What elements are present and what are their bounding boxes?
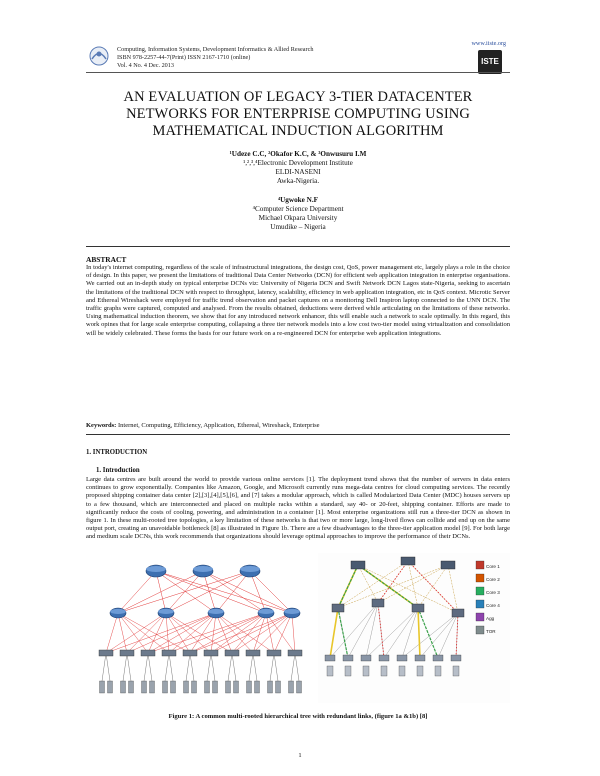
- tor-switch-icon: [433, 655, 443, 661]
- abstract-bottom-rule: [86, 434, 510, 435]
- access-server-link: [232, 653, 236, 681]
- author-block-2: [86, 196, 510, 232]
- server-icon: [255, 681, 260, 693]
- agg-access-link: [211, 613, 266, 653]
- core-agg-link: [118, 571, 250, 613]
- tor-switch-icon: [415, 655, 425, 661]
- access-switch-icon: [99, 650, 113, 656]
- aggregation-router-top: [284, 609, 300, 614]
- subsection-heading: 1. Introduction: [96, 467, 140, 474]
- access-server-link: [228, 653, 232, 681]
- author-block-1: [86, 150, 510, 186]
- server-icon: [226, 681, 231, 693]
- access-server-link: [102, 653, 106, 681]
- access-server-link: [253, 653, 257, 681]
- server-icon: [363, 666, 369, 676]
- agg-access-link: [253, 613, 292, 653]
- core-agg-link: [203, 571, 216, 613]
- server-icon: [276, 681, 281, 693]
- access-switch-icon: [246, 650, 260, 656]
- agg-access-link: [216, 613, 274, 653]
- aggregation-router-top: [158, 609, 174, 614]
- abstract-text: In today's internet computing, regardless of the scale of infrastructural integrations, the design cost, QoS, power management etc, largely plays a role in the choice of design. In this paper, we present the limitations of traditional Data Center Networks (DCN) for efficient web application integration in enterprise organisations. We carried out an in-depth study on typical enterprise DCNs viz: University of Nigeria DCN and Swift Network DCN Lagos state-Nigeria, seeking to ascertain the limitations of the traditional DCN with respect to throughput, latency, scalability, efficiency in web application integration, etc in QoS context. Microtic Server and Ethereal Wireshack were employed for traffic trend observation and packet captures on a monitoring Dell Inspiron laptop connected to the UNN DCN. The traffic graphs were captured, computed and analysed. From the results obtained, deductions were derived while articulating on the limitations of these networks. Using mathematical induction theorem, we show that for any introduced network enhancer, this will enable such a network to scale optimally. In this regard, this work opines that for large scale enterprise computing, collapsing a three tier network models into a low cost two-tier model using virtualization and consolidation will be widely celebrated. These forms the basis for our future work on a re-engineered DCN for enterprise web application integrations.: [86, 264, 510, 337]
- server-icon: [247, 681, 252, 693]
- core-router-top: [146, 566, 166, 572]
- access-server-link: [123, 653, 127, 681]
- agg-access-link: [166, 613, 190, 653]
- author-affiliation: ELDI-NASENI: [275, 168, 321, 176]
- legend-swatch: [476, 587, 484, 595]
- core-agg-link: [156, 571, 292, 613]
- core-switch-icon: [401, 557, 415, 565]
- access-switch-icon: [204, 650, 218, 656]
- server-icon: [213, 681, 218, 693]
- aggregation-router-top: [110, 609, 126, 614]
- access-switch-icon: [141, 650, 155, 656]
- core-router-top: [240, 566, 260, 572]
- access-switch-icon: [162, 650, 176, 656]
- abstract-heading: ABSTRACT: [86, 255, 127, 264]
- server-icon: [205, 681, 210, 693]
- access-server-link: [106, 653, 110, 681]
- legend-label: Core 2: [486, 577, 500, 582]
- keywords: [86, 422, 510, 430]
- agg-access-link: [166, 613, 169, 653]
- server-icon: [184, 681, 189, 693]
- keywords-label: Keywords:: [86, 422, 117, 429]
- server-icon: [435, 666, 441, 676]
- agg-access-link: [127, 613, 216, 653]
- abstract-top-rule: [86, 246, 510, 247]
- paper-title: [86, 89, 510, 140]
- access-server-link: [211, 653, 215, 681]
- legend-swatch: [476, 613, 484, 621]
- tor-switch-icon: [325, 655, 335, 661]
- agg-access-link: [118, 613, 190, 653]
- figure-1a: [96, 553, 310, 703]
- tor-switch-icon: [379, 655, 389, 661]
- server-icon: [163, 681, 168, 693]
- agg-access-link: [148, 613, 266, 653]
- keywords-text: Internet, Computing, Efficiency, Application, Ethereal, Wireshack, Enterprise: [117, 422, 320, 429]
- server-icon: [150, 681, 155, 693]
- legend-swatch: [476, 626, 484, 634]
- journal-logo: [88, 46, 110, 66]
- access-server-link: [169, 653, 173, 681]
- access-switch-icon: [183, 650, 197, 656]
- access-server-link: [190, 653, 194, 681]
- server-icon: [399, 666, 405, 676]
- server-icon: [121, 681, 126, 693]
- title-line: NETWORKS FOR ENTERPRISE COMPUTING USING: [126, 106, 470, 122]
- access-switch-icon: [120, 650, 134, 656]
- server-icon: [108, 681, 113, 693]
- server-icon: [327, 666, 333, 676]
- core-agg-link: [203, 571, 292, 613]
- core-switch-icon: [351, 561, 365, 569]
- server-icon: [345, 666, 351, 676]
- server-icon: [129, 681, 134, 693]
- legend-label: Core 1: [486, 564, 500, 569]
- server-icon: [234, 681, 239, 693]
- access-server-link: [186, 653, 190, 681]
- author-affiliation: ⁴Computer Science Department: [252, 205, 344, 213]
- tor-switch-icon: [343, 655, 353, 661]
- access-server-link: [127, 653, 131, 681]
- figure-caption: Figure 1: A common multi-rooted hierarchical tree with redundant links, (figure 1a &1b) [8]: [168, 713, 428, 720]
- tor-switch-icon: [361, 655, 371, 661]
- core-agg-link: [156, 571, 266, 613]
- journal-name: Computing, Information Systems, Development Informatics & Allied Research: [117, 46, 314, 53]
- agg-access-link: [106, 613, 118, 653]
- server-icon: [289, 681, 294, 693]
- server-icon: [100, 681, 105, 693]
- author-names: ⁴Ugwoke N.F: [277, 196, 319, 204]
- core-agg-link: [166, 571, 250, 613]
- core-switch-icon: [441, 561, 455, 569]
- author-affiliation: ¹,²,³,⁴Electronic Development Institute: [243, 159, 353, 167]
- access-server-link: [207, 653, 211, 681]
- agg-switch-icon: [332, 604, 344, 612]
- author-names: ¹Udeze C.C, ²Okafor K.C, & ³Onwusuru I.M: [229, 150, 367, 158]
- figure-1a-diagram: [96, 553, 310, 703]
- agg-switch-icon: [372, 599, 384, 607]
- publisher-logo-text: ISTE: [478, 50, 502, 74]
- tor-switch-icon: [397, 655, 407, 661]
- server-icon: [381, 666, 387, 676]
- access-server-link: [295, 653, 299, 681]
- legend-swatch: [476, 574, 484, 582]
- access-server-link: [270, 653, 274, 681]
- access-switch-icon: [225, 650, 239, 656]
- page-number: 1: [298, 752, 302, 759]
- server-icon: [171, 681, 176, 693]
- access-server-link: [144, 653, 148, 681]
- agg-access-link: [190, 613, 266, 653]
- server-icon: [417, 666, 423, 676]
- aggregation-router-top: [258, 609, 274, 614]
- core-agg-link: [118, 571, 203, 613]
- title-line: AN EVALUATION OF LEGACY 3-TIER DATACENTER: [123, 89, 473, 105]
- section-text: Large data centres are built around the world to provide various online services [1]. The deployment trend shows that the number of servers in data enters continues to grow exponentially. Companies like Amazon, Google, and Microsoft currently runs mega-data centres for cloud computing services. The recently proposed shipping container data center [2],[3],[4],[5],[6], and [7] takes a modular approach, which is called Modularized Data Center (MDC) houses servers up to a few thousand, which are interconnected and placed on multiple racks within a standard, say 40- or 20-feet, shipping container. Efforts are made to significantly reduce the costs of cooling, powering, and administration in a container [1]. Most enterprise organizations still run a three-tier DCN as shown in figure 1. In these multi-rooted tree topologies, a key limitation of these networks is that two or more large, long-lived flows can collide and end up on the same output port, creating an unavoidable bottleneck [8] as illustrated in Figure 1b. There are a few disadvantages to the three-tier application model [9]. For both large and medium scale DCNs, this work recommends that organizations should leverage optimal approaches to improve the performance of their DCNs.: [86, 476, 510, 541]
- agg-access-link: [211, 613, 216, 653]
- journal-issn: ISBN 978-2257-44-7(Print) ISSN 2167-1710 (online): [117, 54, 251, 61]
- tor-switch-icon: [451, 655, 461, 661]
- server-icon: [297, 681, 302, 693]
- logo-graphic: [88, 46, 110, 66]
- server-icon: [453, 666, 459, 676]
- author-affiliation: Michael Okpara University: [258, 214, 338, 222]
- agg-access-link: [292, 613, 295, 653]
- legend-label: TOR: [486, 629, 496, 634]
- legend-swatch: [476, 600, 484, 608]
- author-location: Umudike – Nigeria: [270, 223, 326, 231]
- publisher-logo: [478, 50, 502, 74]
- agg-switch-icon: [452, 609, 464, 617]
- access-server-link: [291, 653, 295, 681]
- core-agg-link: [156, 571, 216, 613]
- core-agg-link: [216, 571, 250, 613]
- journal-website[interactable]: www.iiste.org: [471, 40, 506, 47]
- section-heading: 1. INTRODUCTION: [86, 449, 148, 456]
- agg-access-link: [266, 613, 295, 653]
- legend-label: Core 3: [486, 590, 500, 595]
- figure-1b: [318, 553, 510, 703]
- author-location: Awka-Nigeria.: [276, 177, 320, 185]
- access-server-link: [165, 653, 169, 681]
- access-switch-icon: [288, 650, 302, 656]
- server-icon: [192, 681, 197, 693]
- agg-access-link: [216, 613, 232, 653]
- access-server-link: [274, 653, 278, 681]
- aggregation-router-top: [208, 609, 224, 614]
- header-rule: [86, 72, 510, 73]
- access-server-link: [249, 653, 253, 681]
- legend-label: Agg: [486, 616, 495, 621]
- server-icon: [142, 681, 147, 693]
- server-icon: [268, 681, 273, 693]
- core-router-top: [193, 566, 213, 572]
- agg-switch-icon: [412, 604, 424, 612]
- agg-access-link: [166, 613, 211, 653]
- legend-swatch: [476, 561, 484, 569]
- figure-1b-diagram: [318, 553, 510, 703]
- legend-label: Core 4: [486, 603, 500, 608]
- agg-access-link: [216, 613, 253, 653]
- access-switch-icon: [267, 650, 281, 656]
- title-line: MATHEMATICAL INDUCTION ALGORITHM: [152, 123, 444, 139]
- access-server-link: [148, 653, 152, 681]
- core-agg-link: [250, 571, 266, 613]
- journal-volume: Vol. 4 No. 4 Dec. 2013: [117, 62, 174, 69]
